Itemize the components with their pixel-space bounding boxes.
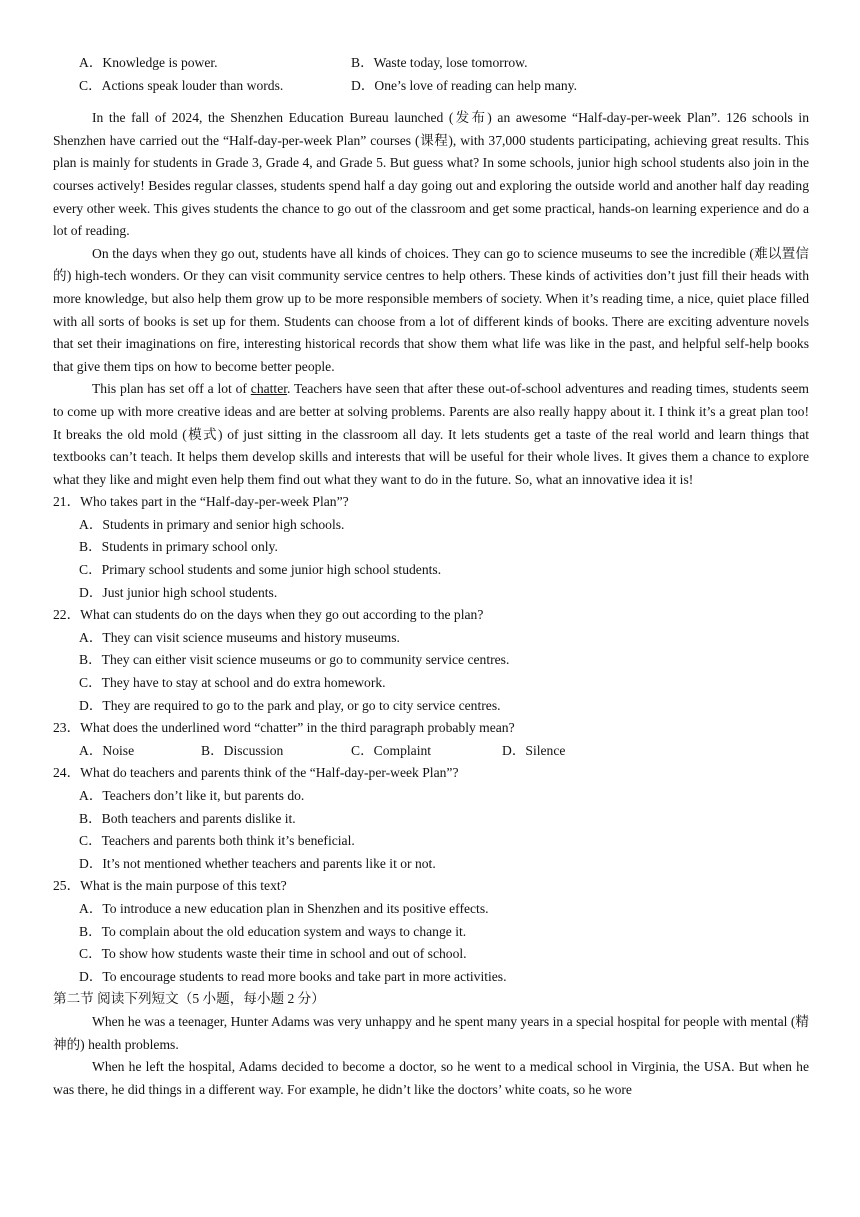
answer-option: B．To complain about the old education system and ways to change it.: [79, 923, 467, 939]
answer-option: A．Noise: [79, 742, 135, 758]
question-stem: 21．Who takes part in the “Half-day-per-week Plan”?: [53, 494, 349, 510]
answer-option: D．Silence: [502, 742, 566, 758]
passage-paragraph-2: On the days when they go out, students have all kinds of choices. They can go to science museums to see the incredible (难以置信的) high-tech wonders. Or they can visit community service centres to help others. These kinds of activities don’t just fill their heads with more knowledge, but also help them grow up to be more responsible members of society. When it’s reading time, a nice, quiet place filled with all sorts of books is set up for them. Students can choose from a lot of different kinds of books. There are exciting adventure novels that set their imaginations on fire, interesting historical records that show them what life was like in the past, and helpful self-help books that give them tips on how to become better people.: [53, 245, 809, 374]
answer-option: D．Just junior high school students.: [79, 584, 278, 600]
answer-option: C．Primary school students and some junior high school students.: [79, 562, 442, 578]
answer-option: B．Both teachers and parents dislike it.: [79, 810, 296, 826]
option-b: B．Waste today, lose tomorrow.: [351, 55, 528, 70]
option-row: [53, 75, 809, 98]
question-stem: 22．What can students do on the days when they go out according to the plan?: [53, 607, 484, 623]
answer-option: C．They have to stay at school and do extra homework.: [79, 675, 386, 691]
passage-paragraph-3: [53, 378, 809, 491]
answer-option: C．Complaint: [351, 742, 432, 758]
exam-page: [53, 52, 809, 1101]
answer-option: D．To encourage students to read more books and take part in more activities.: [79, 968, 507, 984]
paragraph-text: . Teachers have seen that after these out-of-school adventures and reading times, students seem to come up with more creative ideas and are better at solving problems. Parents are also really happy about it. I think it’s a great plan too! It breaks the old mold (模式) of just sitting in the classroom all day. It lets students get a taste of the real world and learn things that textbooks can’t teach. It helps them develop skills and interests that will be useful for their whole lives. It gives them a chance to explore what they like and might even help them find out what they want to do in the future. So, what an innovative idea it is!: [53, 381, 809, 487]
option-d: D．One’s love of reading can help many.: [351, 77, 577, 93]
section-heading: 第二节 阅读下列短文（5 小题，每小题 2 分）: [53, 991, 325, 1007]
answer-option: D．They are required to go to the park and play, or go to city service centres.: [79, 697, 501, 713]
question-stem: 25．What is the main purpose of this text?: [53, 878, 287, 894]
option-row: [53, 740, 809, 763]
passage-paragraph-2: When he left the hospital, Adams decided to become a doctor, so he went to a medical school in Virginia, the USA. But when he was there, he did things in a different way. For example, he didn’t like the doctors’ white coats, so he wore: [53, 1059, 809, 1097]
option-row: [53, 52, 809, 75]
passage-paragraph-1: When he was a teenager, Hunter Adams was very unhappy and he spent many years in a special hospital for people with mental (精神的) health problems.: [53, 1013, 809, 1052]
answer-option: A．They can visit science museums and history museums.: [79, 629, 400, 645]
underlined-word: chatter: [250, 381, 288, 397]
answer-option: B．They can either visit science museums or go to community service centres.: [79, 652, 510, 668]
answer-option: A．Teachers don’t like it, but parents do.: [79, 788, 305, 803]
passage-paragraph-1: In the fall of 2024, the Shenzhen Education Bureau launched (发布) an awesome “Half-day-per-week Plan”. 126 schools in Shenzhen have carried out the “Half-day-per-week Plan” courses (课程), with 37,000 students participating, achieving great results. This plan is mainly for students in Grade 3, Grade 4, and Grade 5. But guess what? In some schools, junior high school students also join in the courses actively! Besides regular classes, students spend half a day going out and exploring the outside world and another half day reading every other week. This gives students the chance to go out of the classroom and get some practical, hands-on learning experience and do a lot of reading.: [53, 110, 809, 239]
answer-option: A．Students in primary and senior high schools.: [79, 516, 345, 532]
option-a: A．Knowledge is power.: [79, 55, 218, 70]
question-stem: 23．What does the underlined word “chatter” in the third paragraph probably mean?: [53, 720, 515, 736]
answer-option: B．Students in primary school only.: [79, 539, 278, 555]
answer-option: B．Discussion: [201, 742, 284, 758]
answer-option: C．Teachers and parents both think it’s beneficial.: [79, 833, 355, 849]
paragraph-text: This plan has set off a lot of: [92, 381, 251, 397]
answer-option: A．To introduce a new education plan in Shenzhen and its positive effects.: [79, 900, 489, 916]
answer-option: D．It’s not mentioned whether teachers and parents like it or not.: [79, 855, 436, 871]
option-c: C．Actions speak louder than words.: [79, 77, 284, 93]
question-stem: 24．What do teachers and parents think of the “Half-day-per-week Plan”?: [53, 765, 459, 781]
answer-option: C．To show how students waste their time in school and out of school.: [79, 946, 467, 962]
